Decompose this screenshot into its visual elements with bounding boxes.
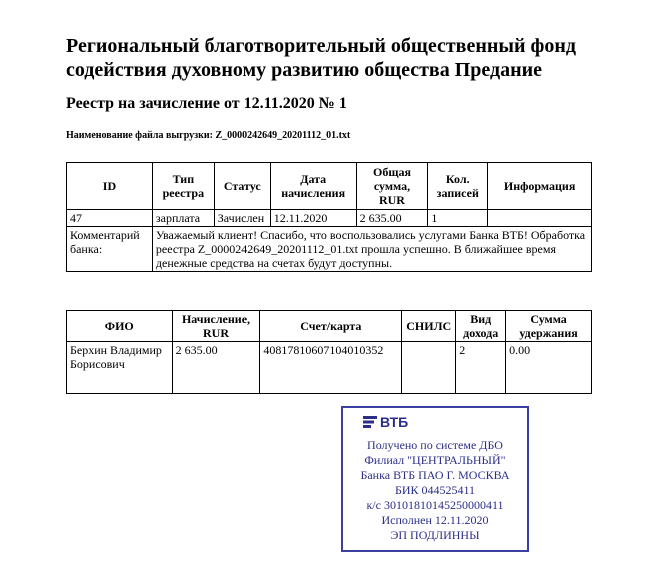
vtb-logo bbox=[363, 414, 408, 430]
cell-snils bbox=[402, 342, 456, 394]
header-date: Дата начисления bbox=[270, 163, 356, 210]
stamp-line: Банка ВТБ ПАО Г. МОСКВА bbox=[360, 468, 510, 482]
registry-header-row bbox=[67, 163, 592, 210]
cell-id: 47 bbox=[67, 210, 153, 227]
stamp-line: Исполнен 12.11.2020 bbox=[381, 513, 489, 527]
stamp-line: Филиал "ЦЕНТРАЛЬНЫЙ" bbox=[364, 453, 506, 467]
header-name: ФИО bbox=[67, 311, 173, 342]
cell-status: Зачислен bbox=[214, 210, 270, 227]
cell-amount: 2 635.00 bbox=[172, 342, 260, 394]
registry-title: Реестр на зачисление от 12.11.2020 № 1 bbox=[66, 95, 347, 112]
header-type: Тип реестра bbox=[152, 163, 214, 210]
header-count: Кол. записей bbox=[428, 163, 488, 210]
payments-header-row bbox=[67, 311, 592, 342]
cell-count: 1 bbox=[428, 210, 488, 227]
stamp-line: к/с 30101810145250000411 bbox=[366, 498, 504, 512]
cell-account: 40817810607104010352 bbox=[260, 342, 402, 394]
registry-table bbox=[66, 162, 592, 272]
header-info: Информация bbox=[488, 163, 592, 210]
organization-title: Региональный благотворительный общественный фонд содействия духовному развитию общества Предание bbox=[66, 35, 576, 81]
vtb-logo-text: ВТБ bbox=[380, 413, 409, 430]
payments-table bbox=[66, 310, 592, 394]
bank-stamp bbox=[341, 406, 529, 552]
header-amount: Начисление, RUR bbox=[172, 311, 260, 342]
header-id: ID bbox=[67, 163, 153, 210]
file-name-value: Z_0000242649_20201112_01.txt bbox=[215, 130, 351, 141]
bank-comment-text: Уважаемый клиент! Спасибо, что воспользовались услугами Банка ВТБ! Обработка реестра Z_0000242649_20201112_01.txt прошла успешно. В ближайшее время денежные средства на счетах будут доступны. bbox=[152, 227, 591, 272]
file-name-line bbox=[66, 130, 350, 142]
header-total: Общая сумма, RUR bbox=[356, 163, 428, 210]
bank-comment-row bbox=[67, 227, 592, 272]
stamp-text bbox=[343, 438, 527, 543]
cell-deduction: 0.00 bbox=[506, 342, 592, 394]
stamp-line: БИК 044525411 bbox=[394, 483, 476, 497]
header-account: Счет/карта bbox=[260, 311, 402, 342]
table-row bbox=[67, 210, 592, 227]
vtb-logo-icon bbox=[363, 416, 377, 428]
cell-name: Берхин Владимир Борисович bbox=[67, 342, 173, 394]
header-deduction: Сумма удержания bbox=[506, 311, 592, 342]
stamp-line: ЭП ПОДЛИННЫ bbox=[390, 528, 480, 542]
header-snils: СНИЛС bbox=[402, 311, 456, 342]
file-name-label: Наименование файла выгрузки: bbox=[66, 130, 214, 141]
cell-total: 2 635.00 bbox=[356, 210, 428, 227]
header-status: Статус bbox=[214, 163, 270, 210]
stamp-line: Получено по системе ДБО bbox=[367, 438, 503, 452]
header-income-type: Вид дохода bbox=[456, 311, 506, 342]
bank-comment-label: Комментарий банка: bbox=[67, 227, 153, 272]
cell-date: 12.11.2020 bbox=[270, 210, 356, 227]
table-row bbox=[67, 342, 592, 394]
cell-type: зарплата bbox=[152, 210, 214, 227]
cell-income-type: 2 bbox=[456, 342, 506, 394]
cell-info bbox=[488, 210, 592, 227]
